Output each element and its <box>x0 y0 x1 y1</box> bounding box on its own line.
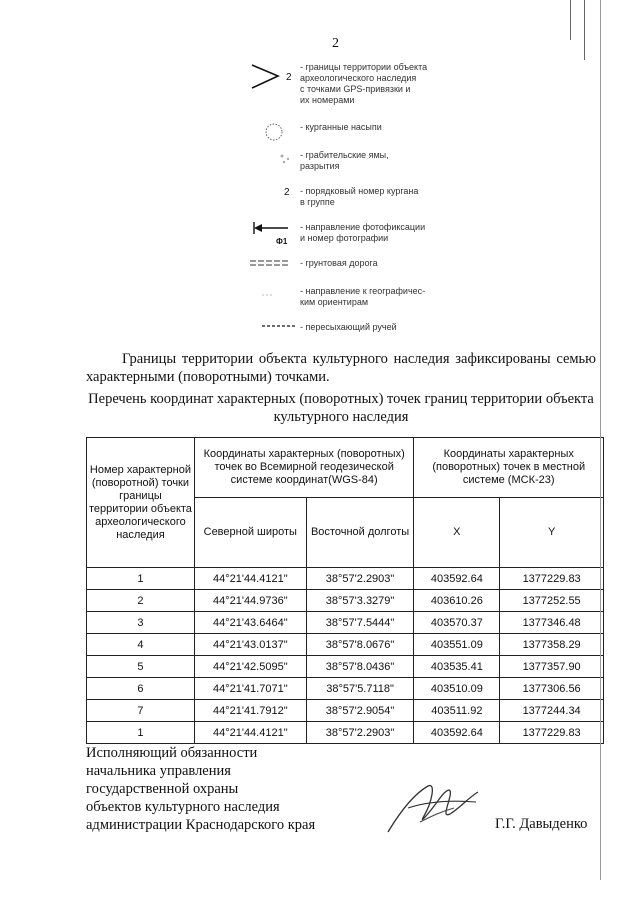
legend-item-boundary <box>238 62 498 105</box>
header-msk23: Координаты характерных (поворотных) точек в местной системе (МСК-23) <box>414 438 604 498</box>
legend-number-mark: 2 <box>284 187 290 198</box>
header-wgs84: Координаты характерных (поворотных) точек во Всемирной геодезической системе координат(WGS-84) <box>194 438 414 498</box>
cell-latitude: 44°21'44.4121" <box>194 722 306 744</box>
cell-latitude: 44°21'41.7912" <box>194 700 306 722</box>
cell-longitude: 38°57'2.9054" <box>306 700 414 722</box>
legend-item-geo <box>238 286 498 326</box>
legend-road-text: - грунтовая дорога <box>300 258 378 268</box>
table-row <box>87 634 604 656</box>
legend-number-text: - порядковый номер кургана в группе <box>300 186 419 207</box>
legend-stream-text: - пересыхающий ручей <box>300 322 397 332</box>
cell-latitude: 44°21'44.9736" <box>194 590 306 612</box>
cell-point: 1 <box>87 722 195 744</box>
cell-y: 1377357.90 <box>500 656 604 678</box>
cell-x: 403592.64 <box>414 722 500 744</box>
cell-longitude: 38°57'8.0676" <box>306 634 414 656</box>
cell-y: 1377346.48 <box>500 612 604 634</box>
position-line: государственной охраны <box>86 781 239 797</box>
table-row <box>87 612 604 634</box>
position-line: объектов культурного наследия <box>86 799 280 815</box>
header-longitude: Восточной долготы <box>306 498 414 568</box>
cell-x: 403510.09 <box>414 678 500 700</box>
number-icon <box>238 186 300 226</box>
cell-longitude: 38°57'2.2903" <box>306 568 414 590</box>
cell-x: 403592.64 <box>414 568 500 590</box>
cell-y: 1377358.29 <box>500 634 604 656</box>
cell-latitude: 44°21'43.6464" <box>194 612 306 634</box>
legend-item-number <box>238 186 498 226</box>
cell-latitude: 44°21'41.7071" <box>194 678 306 700</box>
table-row <box>87 678 604 700</box>
cell-y: 1377244.34 <box>500 700 604 722</box>
scan-edge-line <box>600 0 601 880</box>
scan-edge-line <box>570 0 571 40</box>
legend-mound-text: - курганные насыпи <box>300 122 382 132</box>
header-y: Y <box>500 498 604 568</box>
cell-x: 403535.41 <box>414 656 500 678</box>
cell-x: 403511.92 <box>414 700 500 722</box>
boundary-paragraph: Границы территории объекта культурного наследия зафиксированы семью характерными (поворотными) точками. <box>86 351 596 385</box>
header-point-number: Номер характерной (поворотной) точки границы территории объекта археологического наследия <box>87 438 195 568</box>
header-latitude: Северной широты <box>194 498 306 568</box>
handwritten-signature <box>380 772 490 847</box>
position-line: администрации Краснодарского края <box>86 817 316 833</box>
cell-longitude: 38°57'8.0436" <box>306 656 414 678</box>
cell-point: 2 <box>87 590 195 612</box>
legend-photo-mark: Ф1 <box>276 237 288 246</box>
cell-y: 1377229.83 <box>500 568 604 590</box>
cell-y: 1377306.56 <box>500 678 604 700</box>
geo-reference-icon <box>238 286 300 326</box>
signatory-position <box>86 744 315 834</box>
position-line: начальника управления <box>86 763 231 779</box>
scan-edge-line <box>584 0 585 60</box>
legend-boundary-text: - границы территории объекта археологического наследия с точками GPS-привязки и их номерами <box>300 62 428 105</box>
cell-point: 5 <box>87 656 195 678</box>
table-row <box>87 700 604 722</box>
legend-photo-text: - направление фотофиксации и номер фотографии <box>300 222 426 243</box>
cell-point: 6 <box>87 678 195 700</box>
pit-icon <box>238 150 300 190</box>
legend-item-pit <box>238 150 498 190</box>
table-row <box>87 722 604 744</box>
cell-x: 403570.37 <box>414 612 500 634</box>
table-title: Перечень координат характерных (поворотных) точек границ территории объекта культурного наследия <box>88 391 594 425</box>
table-row <box>87 656 604 678</box>
cell-latitude: 44°21'44.4121" <box>194 568 306 590</box>
legend-item-photo <box>238 222 498 262</box>
legend-pit-text: - грабительские ямы, разрытия <box>300 150 389 171</box>
cell-x: 403551.09 <box>414 634 500 656</box>
table-row <box>87 590 604 612</box>
photo-direction-icon <box>238 222 300 262</box>
cell-point: 3 <box>87 612 195 634</box>
cell-y: 1377229.83 <box>500 722 604 744</box>
cell-latitude: 44°21'43.0137" <box>194 634 306 656</box>
cell-longitude: 38°57'2.2903" <box>306 722 414 744</box>
cell-point: 4 <box>87 634 195 656</box>
cell-longitude: 38°57'3.3279" <box>306 590 414 612</box>
cell-longitude: 38°57'7.5444" <box>306 612 414 634</box>
cell-y: 1377252.55 <box>500 590 604 612</box>
position-line: Исполняющий обязанности <box>86 745 258 761</box>
cell-point: 7 <box>87 700 195 722</box>
header-x: X <box>414 498 500 568</box>
legend-boundary-mark: 2 <box>286 72 292 83</box>
cell-longitude: 38°57'5.7118" <box>306 678 414 700</box>
table-row <box>87 568 604 590</box>
cell-point: 1 <box>87 568 195 590</box>
page-number: 2 <box>332 36 339 51</box>
coordinates-table <box>86 437 604 744</box>
signatory-name: Г.Г. Давыденко <box>495 816 588 832</box>
boundary-corner-icon <box>238 62 300 102</box>
cell-x: 403610.26 <box>414 590 500 612</box>
legend-geo-text: - направление к географичес- ким ориентирам <box>300 286 426 307</box>
cell-latitude: 44°21'42.5095" <box>194 656 306 678</box>
